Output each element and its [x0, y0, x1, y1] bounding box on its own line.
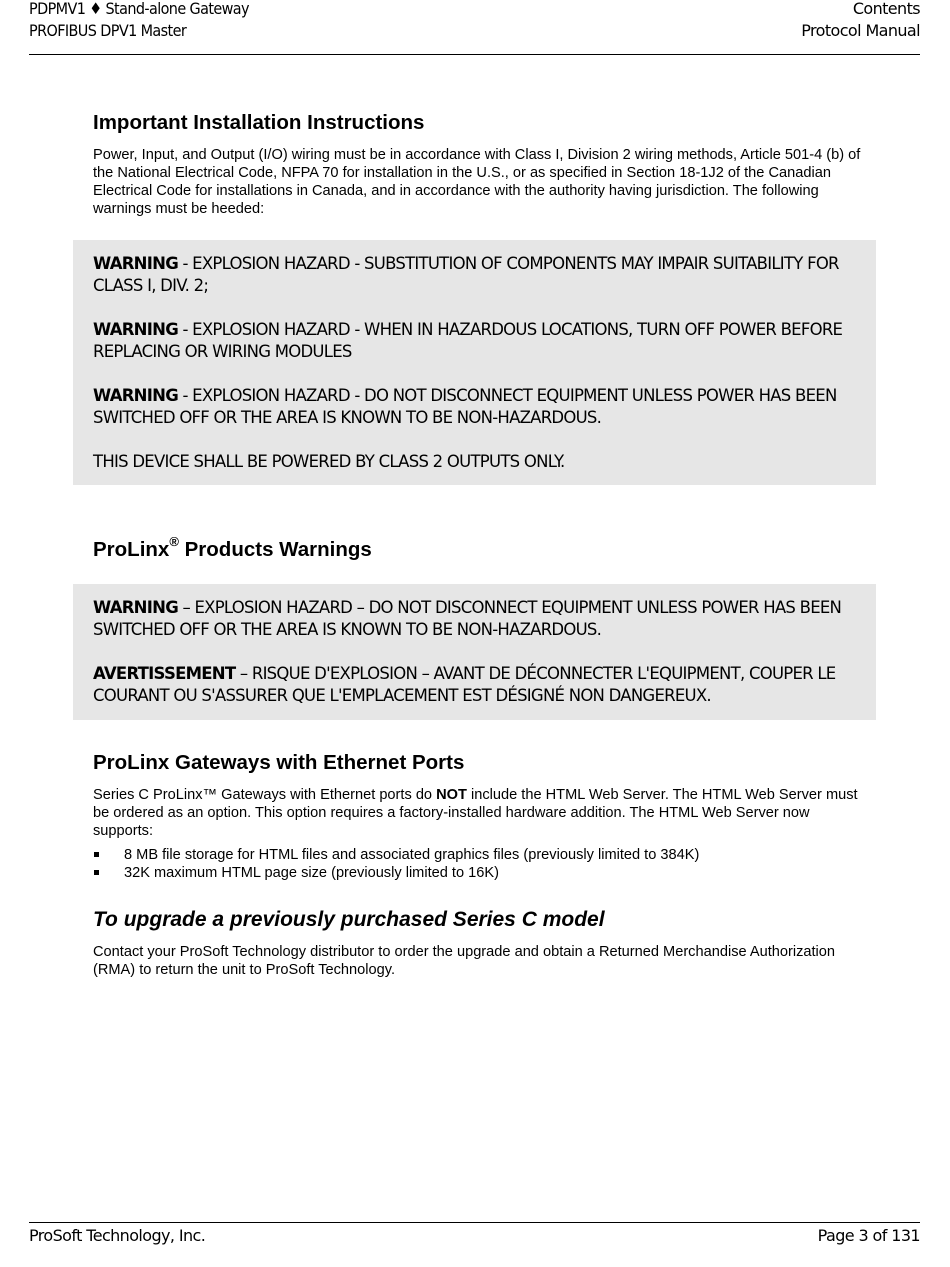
ethernet-gateways-section [93, 750, 863, 882]
warning-item [93, 253, 858, 297]
ethernet-gateways-heading: ProLinx Gateways with Ethernet Ports [93, 751, 465, 774]
warning-label: WARNING [93, 598, 178, 617]
products-warnings-section [93, 534, 863, 563]
header-product-title: PDPMV1 ♦ Stand-alone Gateway [29, 0, 249, 18]
warning-label: WARNING [93, 254, 178, 273]
bullet-square-icon [94, 852, 99, 857]
warning-item [93, 319, 858, 363]
web-server-features-list [93, 846, 863, 882]
header-product-subtitle: PROFIBUS DPV1 Master [29, 21, 187, 40]
avertissement-label: AVERTISSEMENT [93, 664, 236, 683]
warning-label: WARNING [93, 320, 178, 339]
avertissement-item [93, 663, 858, 707]
warning-item [93, 385, 858, 429]
page-footer [29, 1222, 920, 1253]
bullet-square-icon [94, 870, 99, 875]
products-warnings-heading: ProLinx® Products Warnings [93, 534, 372, 561]
list-item: 8 MB file storage for HTML files and associated graphics files (previously limited to 384K) [93, 846, 863, 864]
class2-power-note: THIS DEVICE SHALL BE POWERED BY CLASS 2 OUTPUTS ONLY. [93, 452, 565, 471]
footer-company: ProSoft Technology, Inc. [29, 1226, 206, 1245]
header-manual-title: Protocol Manual [801, 21, 920, 40]
warning-item [93, 597, 858, 641]
upgrade-heading: To upgrade a previously purchased Series C model [93, 908, 605, 931]
avertissement-text: – RISQUE D'EXPLOSION – AVANT DE DÉCONNECTER L'EQUIPMENT, COUPER LE COURANT OU S'ASSURER QUE L'EMPLACEMENT EST DÉSIGNÉ NON DANGEREUX. [93, 664, 836, 705]
warning-text: - EXPLOSION HAZARD - DO NOT DISCONNECT EQUIPMENT UNLESS POWER HAS BEEN SWITCHED OFF OR THE AREA IS KNOWN TO BE NON-HAZARDOUS. [93, 386, 837, 427]
page-header [29, 0, 920, 55]
installation-instructions-paragraph: Power, Input, and Output (I/O) wiring must be in accordance with Class I, Division 2 wiring methods, Article 501-4 (b) of the National Electrical Code, NFPA 70 for installation in the U.S., or as specified in Section 18-1J2 of the Canadian Electrical Code for installations in Canada, and in accordance with the authority having jurisdiction. The following warnings must be heeded: [93, 147, 861, 217]
warning-text: – EXPLOSION HAZARD – DO NOT DISCONNECT EQUIPMENT UNLESS POWER HAS BEEN SWITCHED OFF OR THE AREA IS KNOWN TO BE NON-HAZARDOUS. [93, 598, 842, 639]
warning-label: WARNING [93, 386, 178, 405]
installation-warning-box [73, 240, 876, 485]
list-item: 32K maximum HTML page size (previously limited to 16K) [93, 864, 863, 882]
warning-text: - EXPLOSION HAZARD - WHEN IN HAZARDOUS LOCATIONS, TURN OFF POWER BEFORE REPLACING OR WIRING MODULES [93, 320, 843, 361]
footer-page-number: Page 3 of 131 [817, 1226, 920, 1245]
upgrade-section [93, 907, 863, 979]
installation-instructions-section [93, 110, 863, 218]
products-warning-box [73, 584, 876, 720]
upgrade-paragraph: Contact your ProSoft Technology distributor to order the upgrade and obtain a Returned Merchandise Authorization (RMA) to return the unit to ProSoft Technology. [93, 944, 836, 978]
header-section-title: Contents [852, 0, 920, 18]
installation-instructions-heading: Important Installation Instructions [93, 111, 425, 134]
ethernet-gateways-paragraph: Series C ProLinx™ Gateways with Ethernet ports do NOT include the HTML Web Server. The HTML Web Server must be ordered as an option. This option requires a factory-installed hardware addition. The HTML Web Server now supports: [93, 787, 858, 839]
warning-text: - EXPLOSION HAZARD - SUBSTITUTION OF COMPONENTS MAY IMPAIR SUITABILITY FOR CLASS I, DIV. 2; [93, 254, 839, 295]
